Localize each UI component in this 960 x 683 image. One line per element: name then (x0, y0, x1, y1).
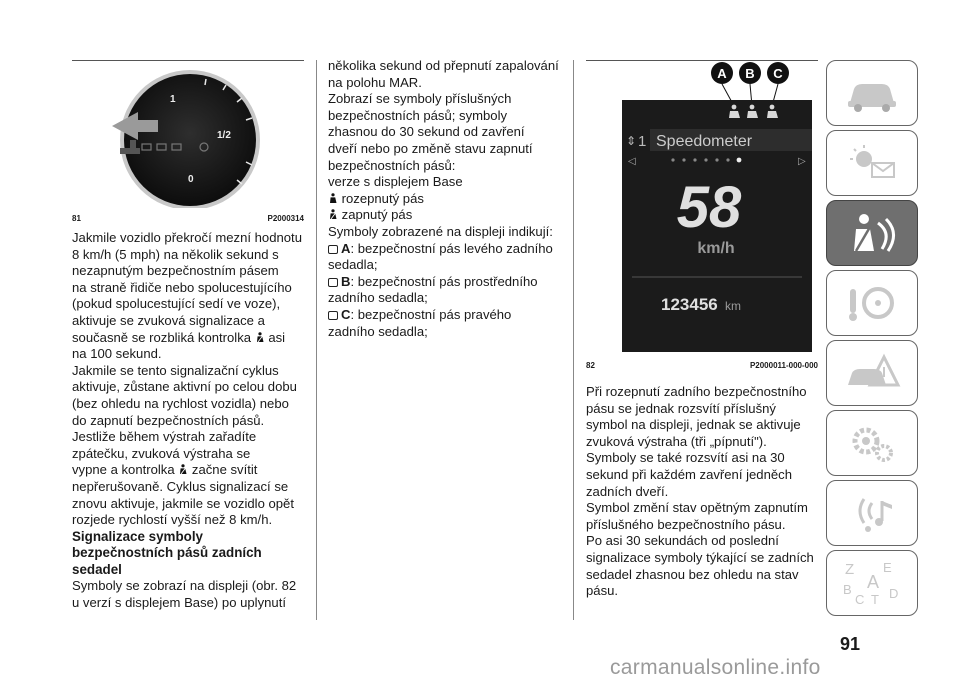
list-item-continuation: sedadla; (328, 257, 378, 273)
page-left-arrow-icon: ◁ (628, 156, 636, 167)
text-segment: : bezpečnostní pás levého zadního (350, 240, 553, 256)
page-number: 91 (840, 634, 861, 654)
item-letter: B (341, 273, 351, 289)
text-segment: současně se rozbliká kontrolka (72, 329, 252, 345)
paragraph-line: na straně řidiče nebo spolucestujícího (72, 279, 292, 295)
figure-code: P2000011-000-000 (749, 361, 818, 370)
index-letter: C (855, 592, 865, 607)
dial-label-full: 1 (170, 94, 176, 105)
text-segment: zapnutý pás (341, 207, 413, 223)
paragraph-line: Po asi 30 sekundách od poslední (586, 533, 779, 549)
dial-label-half: 1/2 (217, 130, 231, 141)
dial-label-empty: 0 (188, 174, 194, 185)
paragraph-line: nepřerušovaně. Cyklus signalizací se (72, 478, 289, 494)
index-letter: A (867, 572, 880, 592)
speed-value: 58 (676, 175, 742, 240)
badge-a (711, 62, 733, 84)
paragraph-line: 8 km/h (5 mph) na několik sekund s (72, 246, 279, 262)
key-steering-icon (842, 281, 902, 325)
seatbelt-warning-icon (255, 332, 265, 343)
tab-starting-driving[interactable] (826, 270, 918, 336)
paragraph-line: znovu aktivuje, jakmile se vozidlo opět (72, 495, 294, 511)
tab-maintenance[interactable] (826, 410, 918, 476)
index-letter: E (883, 560, 892, 575)
badge-b (739, 62, 761, 84)
text-segment: rozepnutý pás (341, 190, 424, 206)
paragraph-line: nezapnutým bezpečnostním pásem (72, 263, 279, 279)
paragraph-line: Jakmile se tento signalizační cyklus (72, 362, 279, 378)
paragraph-line: verze s displejem Base (328, 174, 463, 190)
paragraph-line: zadních dveří. (586, 483, 669, 499)
column-divider-2 (573, 60, 574, 620)
breakdown-icon (842, 351, 902, 395)
paragraph-line: Symboly se zobrazí na displeji (obr. 82 (72, 578, 297, 594)
paragraph-line: Symboly zobrazené na displeji indikují: (328, 223, 553, 239)
tab-emergency[interactable] (826, 340, 918, 406)
text-segment: vypne a kontrolka (72, 462, 175, 478)
text-segment: asi (268, 329, 286, 345)
figure-code: P2000314 (267, 214, 304, 223)
badge-c-letter: C (773, 66, 783, 81)
section-heading: sedadel (72, 561, 122, 577)
paragraph-line: zpátečku, zvuková výstraha se (72, 445, 251, 461)
paragraph-line: zhasnou do 30 sekund od zavření (328, 124, 525, 140)
paragraph-line-with-icon (72, 330, 304, 347)
seatbelt-airbag-icon (842, 211, 902, 255)
header-rule-col1 (72, 60, 304, 61)
item-letter: C (341, 306, 351, 322)
section-heading: bezpečnostních pásů zadních (72, 545, 262, 561)
cluster-display-figure (586, 60, 818, 356)
paragraph-line-with-icon (72, 462, 304, 479)
paragraph-line: dveří nebo po změně stavu zapnutí (328, 140, 533, 156)
badge-b-letter: B (745, 66, 755, 81)
fuel-gauge-figure (72, 68, 304, 208)
paragraph-line: pásu. (586, 583, 619, 599)
paragraph-line: Jestliže během výstrah zařadíte (72, 429, 257, 445)
badge-c (767, 62, 789, 84)
paragraph-line: bezpečnostních pásů; symboly (328, 107, 508, 123)
paragraph-line: Při rozepnutí zadního bezpečnostního (586, 384, 807, 399)
list-item (328, 274, 568, 291)
text-segment: : bezpečnostní pás pravého (350, 306, 512, 322)
menu-index: 1 (638, 133, 647, 150)
watermark-text[interactable]: carmanualsonline.info (610, 656, 821, 679)
paragraph-line: rozjede rychlostí vyšší než 8 km/h. (72, 512, 273, 528)
seatbelt-unfastened-icon (328, 193, 338, 204)
rear-seatbelt-icons (729, 105, 778, 118)
paragraph-line: na polohu MAR. (328, 74, 422, 90)
odometer-value: 123456 (661, 295, 718, 314)
paragraph-line: signalizace symboly týkající se zadních (586, 549, 814, 565)
page-right-arrow-icon: ▷ (798, 156, 806, 167)
paragraph-line: příslušného bezpečnostního pásu. (586, 516, 786, 532)
tab-index[interactable] (826, 550, 918, 616)
multimedia-icon (842, 491, 902, 535)
index-letter: D (889, 586, 899, 601)
paragraph-line: sekund při každém zavření jedněch (586, 466, 792, 482)
seatbelt-fastened-icon (328, 209, 338, 220)
unfastened-belt-line (328, 191, 568, 208)
paragraph-line: (pokud spolucestující sedí ve voze), (72, 296, 281, 312)
item-letter: A (341, 240, 351, 256)
index-letter: B (843, 582, 852, 597)
paragraph-line: do zapnutí bezpečnostních pásů. (72, 412, 265, 428)
paragraph-line: u verzí s displejem Base) po uplynutí (72, 595, 286, 611)
paragraph-line: Symboly se také rozsvítí asi na 30 (586, 450, 785, 466)
tab-warning-lights[interactable] (826, 130, 918, 196)
figure-number: 82 (586, 361, 595, 370)
menu-title: Speedometer (656, 133, 753, 150)
paragraph-line: Symbol změní stav opětným zapnutím (586, 500, 808, 516)
list-item-continuation: zadního sedadla; (328, 290, 428, 306)
menu-scroll-arrows-icon: ⇕ (626, 134, 637, 148)
paragraph-line: (bez ohledu na rychlost vozidla) nebo (72, 395, 289, 411)
paragraph-line: na 100 sekund. (72, 346, 162, 362)
tab-multimedia[interactable] (826, 480, 918, 546)
paragraph-line: aktivuje, zůstane aktivní po celou dobu (72, 379, 297, 395)
figure-82-caption (586, 361, 818, 370)
paragraph-line: Zobrazí se symboly příslušných (328, 91, 512, 107)
list-item-continuation: zadního sedadla; (328, 323, 428, 339)
list-item (328, 241, 568, 258)
paragraph-line: aktivuje se zvuková signalizace a (72, 312, 265, 328)
paragraph-line: pásu se jednak rozsvítí příslušný (586, 400, 776, 416)
warning-lights-icon (842, 143, 902, 183)
bullet-icon (328, 245, 338, 254)
maintenance-gears-icon (842, 421, 902, 465)
text-segment: začne svítit (191, 462, 258, 478)
index-letter: T (871, 592, 879, 607)
bullet-icon (328, 311, 338, 320)
car-dashboard-icon (842, 73, 902, 113)
paragraph-line: bezpečnostních pásů: (328, 157, 456, 173)
index-letter: Z (845, 561, 855, 578)
paragraph-line: Jakmile vozidlo překročí mezní hodnotu (72, 230, 302, 245)
tab-safety[interactable] (826, 200, 918, 266)
paragraph-line: zvuková výstraha (tři „pípnutí"). (586, 433, 767, 449)
column-1-text (72, 230, 304, 612)
chapter-tabs (826, 60, 918, 620)
figure-81-caption (72, 214, 304, 223)
paragraph-line: sedadel zhasnou bez ohledu na stav (586, 566, 799, 582)
bullet-icon (328, 278, 338, 287)
speed-unit: km/h (697, 240, 735, 257)
column-divider-1 (316, 60, 317, 620)
badge-a-letter: A (717, 66, 727, 81)
text-segment: : bezpečnostní pás prostředního (350, 273, 538, 289)
column-2-text (328, 58, 568, 340)
paragraph-line: několika sekund od přepnutí zapalování (328, 58, 559, 73)
seatbelt-warning-icon (178, 464, 188, 475)
list-item (328, 307, 568, 324)
figure-number: 81 (72, 214, 81, 223)
index-letters-icon (837, 558, 907, 608)
odometer-unit: km (725, 299, 741, 313)
fastened-belt-line (328, 207, 568, 224)
tab-dashboard[interactable] (826, 60, 918, 126)
paragraph-line: symbol na displeji, jednak se aktivuje (586, 417, 801, 433)
column-3-text (586, 384, 826, 600)
section-heading: Signalizace symboly (72, 528, 203, 544)
